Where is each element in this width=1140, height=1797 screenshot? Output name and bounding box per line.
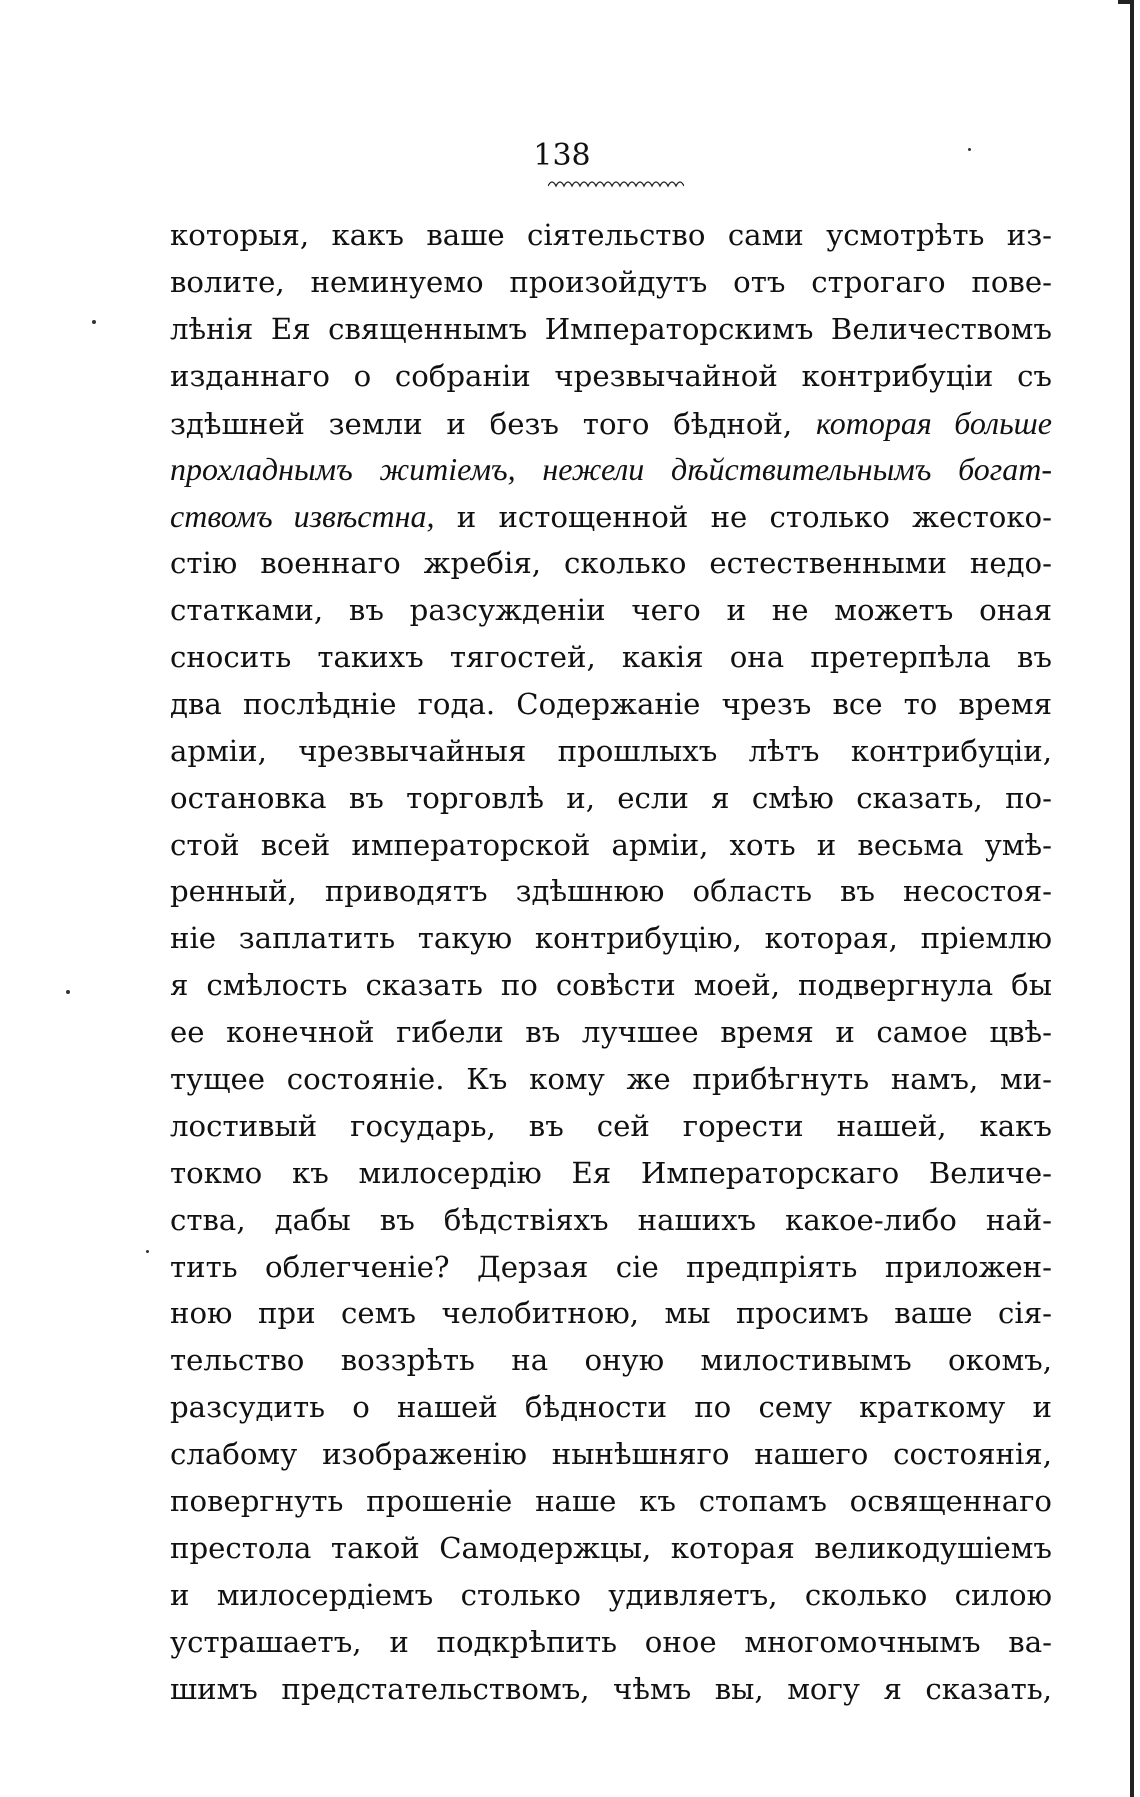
text-line	[170, 1478, 1052, 1525]
text-line	[170, 587, 1052, 634]
text-segment: статками, въ разсужденіи чего и не можетъ оная	[170, 593, 1052, 628]
text-line	[170, 962, 1052, 1009]
text-line	[170, 1150, 1052, 1197]
text-line	[170, 822, 1052, 869]
text-line	[170, 493, 1052, 540]
text-segment: изданнаго о собраніи чрезвычайной контрибуціи съ	[170, 358, 1052, 393]
text-line	[170, 634, 1052, 681]
text-segment: токмо къ милосердію Ея Императорскаго Величе-	[170, 1155, 1052, 1190]
text-line	[170, 540, 1052, 587]
text-segment: сносить такихъ тягостей, какія она претерпѣла въ	[170, 640, 1052, 675]
text-line	[170, 1244, 1052, 1291]
text-line	[170, 400, 1052, 447]
text-segment: стію военнаго жребія, сколько естественными недо-	[170, 546, 1052, 581]
text-segment: лостивый государь, въ сей горести нашей, какъ	[170, 1108, 1052, 1143]
text-line	[170, 1290, 1052, 1337]
wavy-rule-ornament	[548, 176, 684, 190]
text-segment: арміи, чрезвычайныя прошлыхъ лѣтъ контрибуціи,	[170, 733, 1052, 768]
text-line	[170, 1619, 1052, 1666]
text-segment: лѣнія Ея священнымъ Императорскимъ Величествомъ	[170, 311, 1052, 346]
text-line	[170, 353, 1052, 400]
text-line	[170, 868, 1052, 915]
text-segment: тить облегченіе? Дерзая сіе предпріять приложен-	[170, 1249, 1052, 1284]
text-segment: шимъ предстательствомъ, чѣмъ вы, могу я сказать,	[170, 1671, 1052, 1706]
text-segment: ства, дабы въ бѣдствіяхъ нашихъ какое-либо най-	[170, 1202, 1052, 1237]
text-line	[170, 1337, 1052, 1384]
text-segment: и милосердіемъ столько удивляетъ, сколько силою	[170, 1577, 1052, 1612]
italic-text-segment: которая больше	[815, 404, 1053, 441]
text-line	[170, 1056, 1052, 1103]
text-line	[170, 775, 1052, 822]
text-line	[170, 1197, 1052, 1244]
text-segment: я смѣлость сказать по совѣсти моей, подвергнула бы	[170, 968, 1052, 1003]
text-segment: которыя, какъ ваше сіятельство сами усмотрѣть из-	[170, 218, 1052, 252]
text-segment: два послѣдніе года. Содержаніе чрезъ все то время	[170, 686, 1052, 721]
text-line	[170, 1103, 1052, 1150]
text-segment: волите, неминуемо произойдутъ отъ строгаго пове-	[170, 264, 1052, 299]
text-line	[170, 1431, 1052, 1478]
text-segment: здѣшней земли и безъ того бѣдной,	[170, 406, 816, 441]
text-segment: повергнуть прошеніе наше къ стопамъ освященнаго	[170, 1484, 1052, 1519]
text-line	[170, 1666, 1052, 1713]
italic-text-segment: ствомъ извѣстна,	[170, 498, 435, 535]
italic-text-segment: прохладнымъ житіемъ, нежели дѣйствительнымъ богат-	[170, 451, 1052, 488]
text-line	[170, 1009, 1052, 1056]
page-edge-rule	[1130, 0, 1134, 1797]
text-segment: тельство воззрѣть на оную милостивымъ окомъ,	[170, 1343, 1052, 1378]
body-text	[170, 212, 1052, 1713]
text-segment: слабому изображенію нынѣшняго нашего состоянія,	[170, 1437, 1052, 1472]
text-segment: остановка въ торговлѣ и, если я смѣю сказать, по-	[170, 780, 1052, 815]
text-line	[170, 1384, 1052, 1431]
text-segment: разсудить о нашей бѣдности по сему краткому и	[170, 1390, 1052, 1425]
page-edge-corner	[1118, 0, 1134, 4]
print-speck	[968, 148, 971, 151]
text-line	[170, 306, 1052, 353]
text-segment: ною при семъ челобитною, мы просимъ ваше сія-	[170, 1296, 1052, 1331]
text-segment: ее конечной гибели въ лучшее время и самое цвѣ-	[170, 1015, 1052, 1050]
text-segment: тущее состояніе. Къ кому же прибѣгнуть намъ, ми-	[170, 1062, 1052, 1097]
text-line	[170, 681, 1052, 728]
text-line	[170, 259, 1052, 306]
page-number: 138	[533, 138, 591, 173]
print-speck	[66, 990, 70, 994]
text-segment: престола такой Самодержцы, которая великодушіемъ	[170, 1530, 1052, 1565]
text-line	[170, 446, 1052, 493]
print-speck	[146, 1250, 149, 1253]
text-line	[170, 1525, 1052, 1572]
text-line	[170, 728, 1052, 775]
print-speck	[92, 320, 96, 324]
text-segment: ренный, приводятъ здѣшнюю область въ несостоя-	[170, 874, 1052, 909]
text-line	[170, 915, 1052, 962]
text-segment: и истощенной не столько жестоко-	[434, 500, 1052, 535]
text-segment: стой всей императорской арміи, хоть и весьма умѣ-	[170, 827, 1052, 862]
text-line	[170, 212, 1052, 259]
text-segment: устрашаетъ, и подкрѣпить оное многомочнымъ ва-	[170, 1624, 1052, 1659]
text-segment: ніе заплатить такую контрибуцію, которая, пріемлю	[170, 921, 1052, 956]
text-line	[170, 1572, 1052, 1619]
